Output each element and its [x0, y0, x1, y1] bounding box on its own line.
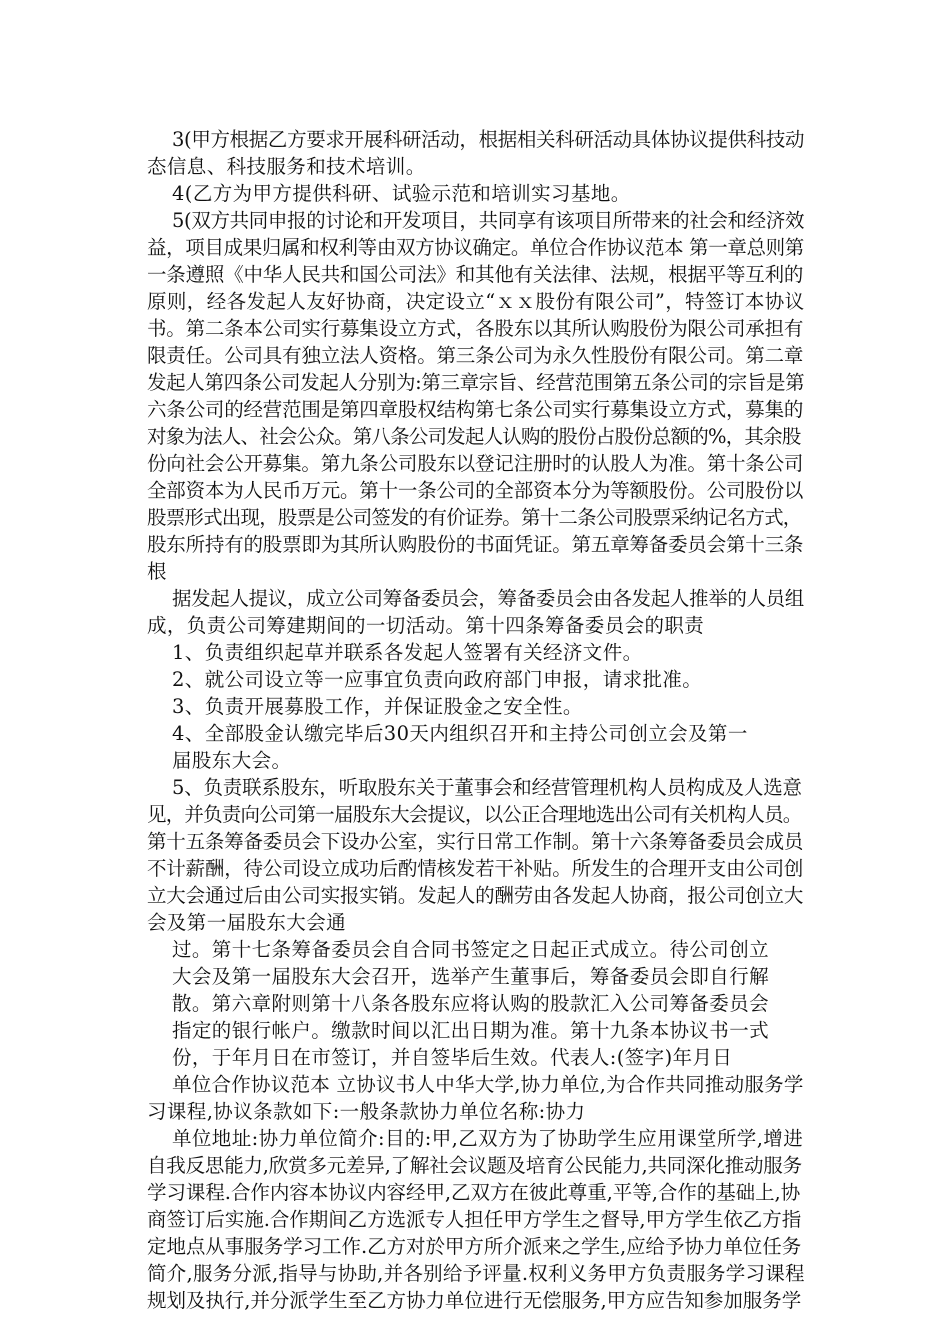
- text-line: 益，项目成果归属和权利等由双方协议确定。单位合作协议范本 第一章总则第: [147, 236, 804, 259]
- text-line: 1、负责组织起草并联系各发起人签署有关经济文件。: [172, 641, 643, 664]
- text-line: 商签订后实施.合作期间乙方选派专人担任甲方学生之督导,甲方学生依乙方指: [147, 1208, 802, 1231]
- text-line: 六条公司的经营范围是第四章股权结构第七条公司实行募集设立方式，募集的: [147, 398, 804, 421]
- text-line: 股东所持有的股票即为其所认购股份的书面凭证。第五章筹备委员会第十三条: [147, 533, 804, 556]
- text-line: 简介,服务分派,指导与协助,并各别给予评量.权利义务甲方负责服务学习课程: [147, 1262, 805, 1285]
- text-line: 指定的银行帐户。缴款时间以汇出日期为准。第十九条本协议书一式: [172, 1019, 770, 1042]
- text-line: 全部资本为人民币万元。第十一条公司的全部资本分为等额股份。公司股份以: [147, 479, 804, 502]
- text-line: 3、负责开展募股工作，并保证股金之安全性。: [172, 695, 583, 718]
- text-line: 散。第六章附则第十八条各股东应将认购的股款汇入公司筹备委员会: [172, 992, 770, 1015]
- text-line: 不计薪酬，待公司设立成功后酌情核发若干补贴。所发生的合理开支由公司创: [147, 857, 804, 880]
- text-line: 限责任。公司具有独立法人资格。第三条公司为永久性股份有限公司。第二章: [147, 344, 804, 367]
- text-line: 立大会通过后由公司实报实销。发起人的酬劳由各发起人协商，报公司创立大: [147, 884, 804, 907]
- text-line: 态信息、科技服务和技术培训。: [147, 155, 426, 178]
- text-line: 5(双方共同申报的讨论和开发项目，共同享有该项目所带来的社会和经济效: [172, 209, 805, 232]
- text-line: 习课程,协议条款如下:一般条款协力单位名称:协力: [147, 1100, 586, 1123]
- text-line: 定地点从事服务学习工作.乙方对於甲方所介派来之学生,应给予协力单位任务: [147, 1235, 802, 1258]
- text-line: 单位合作协议范本 立协议书人中华大学,协力单位,为合作共同推动服务学: [172, 1073, 804, 1096]
- text-line: 2、就公司设立等一应事宜负责向政府部门申报，请求批准。: [172, 668, 703, 691]
- text-line: 书。第二条本公司实行募集设立方式，各股东以其所认购股份为限公司承担有: [147, 317, 804, 340]
- text-line: 5、负责联系股东，听取股东关于董事会和经营管理机构人员构成及人选意: [172, 776, 802, 799]
- text-line: 见，并负责向公司第一届股东大会提议，以公正合理地选出公司有关机构人员。: [147, 803, 802, 826]
- text-line: 据发起人提议，成立公司筹备委员会，筹备委员会由各发起人推举的人员组: [172, 587, 804, 610]
- text-line: 过。第十七条筹备委员会自合同书签定之日起正式成立。待公司创立: [172, 938, 770, 961]
- text-line: 学习课程.合作内容本协议内容经甲,乙双方在彼此尊重,平等,合作的基础上,协: [147, 1181, 801, 1204]
- text-line: 对象为法人、社会公众。第八条公司发起人认购的股份占股份总额的%，其余股: [147, 425, 801, 448]
- text-line: 自我反思能力,欣赏多元差异,了解社会议题及培育公民能力,共同深化推动服务: [147, 1154, 802, 1177]
- text-line: 第十五条筹备委员会下设办公室，实行日常工作制。第十六条筹备委员会成员: [147, 830, 804, 853]
- text-line: 原则，经各发起人友好协商，决定设立“ｘｘ股份有限公司”，特签订本协议: [147, 290, 805, 313]
- text-line: 会及第一届股东大会通: [147, 911, 347, 934]
- text-line: 一条遵照《中华人民共和国公司法》和其他有关法律、法规，根据平等互利的: [147, 263, 804, 286]
- text-line: 4、全部股金认缴完毕后30天内组织召开和主持公司创立会及第一: [172, 722, 748, 745]
- text-line: 3(甲方根据乙方要求开展科研活动，根据相关科研活动具体协议提供科技动: [172, 128, 805, 151]
- text-line: 份，于年月日在市签订，并自签毕后生效。代表人:(签字)年月日: [172, 1046, 733, 1069]
- text-line: 届股东大会。: [172, 749, 292, 772]
- text-line: 4(乙方为甲方提供科研、试验示范和培训实习基地。: [172, 182, 631, 205]
- text-line: 单位地址:协力单位简介:目的:甲,乙双方为了协助学生应用课堂所学,增进: [172, 1127, 804, 1150]
- text-line: 规划及执行,并分派学生至乙方协力单位进行无偿服务,甲方应告知参加服务学: [147, 1289, 802, 1312]
- text-line: 股票形式出现，股票是公司签发的有价证券。第十二条公司股票采纳记名方式，: [147, 506, 802, 529]
- text-line: 发起人第四条公司发起人分别为:第三章宗旨、经营范围第五条公司的宗旨是第: [147, 371, 805, 394]
- text-line: 成，负责公司筹建期间的一切活动。第十四条筹备委员会的职责: [147, 614, 705, 637]
- text-line: 大会及第一届股东大会召开，选举产生董事后，筹备委员会即自行解: [172, 965, 770, 988]
- text-line: 份向社会公开募集。第九条公司股东以登记注册时的认股人为准。第十条公司: [147, 452, 804, 475]
- text-line: 根: [147, 560, 167, 583]
